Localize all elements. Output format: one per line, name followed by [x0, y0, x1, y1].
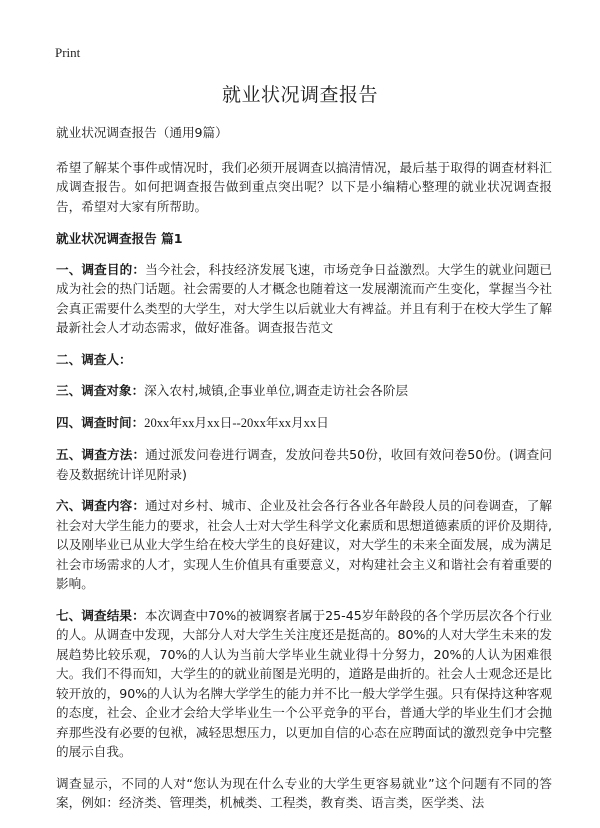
item-method: [56, 445, 552, 484]
item-results: [56, 606, 552, 762]
document-subtitle: 就业状况调查报告（通用9篇）: [56, 125, 228, 140]
item-label: 三、调查对象：: [56, 383, 145, 398]
item-label: 四、调查时间：: [56, 414, 145, 430]
item-content: [56, 496, 552, 594]
item-text: 20xx年xx月xx日--20xx年xx月xx日: [144, 415, 329, 430]
item-text: 通过对乡村、城市、企业及社会各行各业各年龄段人员的问卷调查，了解社会对大学生能力的要求，社会人士对大学生科学文化素质和思想道德素质的评价及期待,以及刚毕业已从业大学生给在校大学生的良好建议，对大学生的未来全面发展，成为满足社会市场需求的人才，实现人生价值具有重要意义，对构建社会主义和谐社会有着重要的影响。: [56, 498, 553, 591]
item-label: 七、调查结果：: [56, 607, 145, 623]
document-title: 就业状况调查报告: [221, 84, 378, 106]
item-label: 二、调查人：: [56, 351, 132, 367]
item-text: 通过派发问卷进行调查，发放问卷共50份，收回有效问卷50份。(调查问卷及数据统计详见附录): [56, 447, 552, 482]
closing-paragraph: 调查显示，不同的人对“您认为现在什么专业的大学生更容易就业”这个问题有不同的答案，例如：经济类、管理类，机械类、工程类，教育类、语言类，医学类、法: [56, 775, 552, 810]
intro-paragraph: 希望了解某个事件或情况时，我们必须开展调查以搞清情况，最后基于取得的调查材料汇成调查报告。如何把调查报告做到重点突出呢？以下是小编精心整理的就业状况调查报告，希望对大家有所帮助。: [56, 159, 552, 214]
document-body: [56, 123, 552, 826]
print-label[interactable]: Print: [55, 45, 81, 60]
item-text: 深入农村,城镇,企事业单位,调查走访社会各阶层: [144, 383, 409, 398]
item-investigators: [56, 350, 552, 370]
item-label: 一、调查目的：: [56, 261, 146, 277]
item-label: 五、调查方法：: [56, 447, 146, 462]
item-label: 六、调查内容：: [56, 498, 146, 513]
item-text: 当今社会，科技经济发展飞速，市场竞争日益激烈。大学生的就业问题已成为社会的热门话题。社会需要的人才概念也随着这一发展潮流而产生变化，掌握当今社会真正需要什么类型的大学生，对大学生以后就业大有裨益。并且有利于在校大学生了解最新社会人才动态需求，做好准备。调查报告范文: [56, 261, 553, 335]
item-purpose: [56, 260, 552, 338]
item-text: 本次调查中70%的被调察者属于25-45岁年龄段的各个学历层次各个行业的人。从调查中发现，大部分人对大学生关注度还是挺高的。80%的人对大学生未来的发展趋势比较乐观，70%的人认为当前大学毕业生就业得十分努力，20%的人认为困难很大。我们不得而知，大学生的的就业前图是光明的，道路是曲折的。社会人士观念还是比较开放的，90%的人认为名牌大学学生的能力并不比一般大学学生强。只有保持这种客观的态度，社会、企业才会给大学毕业生一个公平竞争的平台，普通大学的毕业生们才会抛弃那些没有必要的包袱，减轻思想压力，以更加自信的心态在应聘面试的激烈竞争中完整的展示自我。: [56, 607, 553, 759]
item-subjects: [56, 381, 552, 401]
item-time: [56, 413, 552, 434]
section-heading: 就业状况调查报告 篇1: [56, 231, 183, 246]
